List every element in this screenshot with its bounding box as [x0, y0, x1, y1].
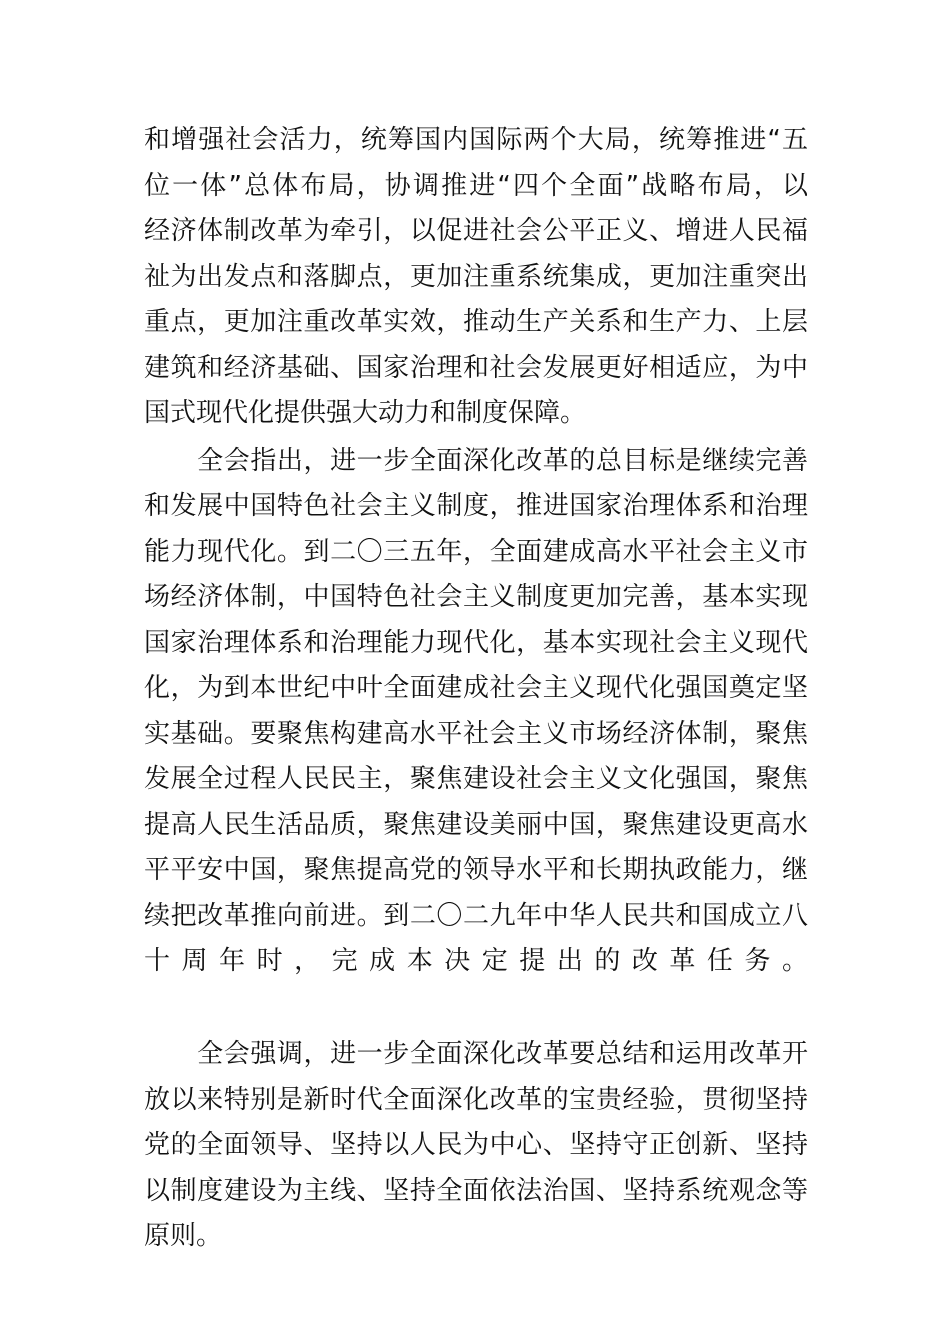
text-line: 十周年时，完成本决定提出的改革任务。	[144, 946, 808, 976]
text-line: 实基础。要聚焦构建高水平社会主义市场经济体制，聚焦	[144, 718, 808, 749]
text-line: 平平安中国，聚焦提高党的领导水平和长期执政能力，继	[144, 855, 808, 885]
text-line	[144, 985, 808, 1031]
text-line: 和增强社会活力，统筹国内国际两个大局，统筹推进“五	[144, 125, 808, 155]
text-line: 祉为出发点和落脚点，更加注重系统集成，更加注重突出	[144, 261, 808, 292]
text-line: 场经济体制，中国特色社会主义制度更加完善，基本实现	[144, 582, 808, 612]
text-line: 发展全过程人民民主，聚焦建设社会主义文化强国，聚焦	[144, 764, 808, 794]
document-body	[144, 118, 808, 1260]
text-line: 放以来特别是新时代全面深化改革的宝贵经验，贯彻坚持	[144, 1084, 808, 1115]
text-line: 提高人民生活品质，聚焦建设美丽中国，聚焦建设更高水	[144, 809, 808, 840]
text-line: 全会指出，进一步全面深化改革的总目标是继续完善	[144, 445, 808, 476]
paragraph	[144, 118, 808, 437]
text-line: 能力现代化。到二〇三五年，全面建成高水平社会主义市	[144, 536, 808, 567]
text-line: 位一体”总体布局，协调推进“四个全面”战略布局，以	[144, 170, 808, 201]
paragraph	[144, 1032, 808, 1260]
paragraph	[144, 439, 808, 1031]
text-line: 重点，更加注重改革实效，推动生产关系和生产力、上层	[144, 307, 808, 337]
text-line: 国式现代化提供强大动力和制度保障。	[144, 398, 587, 428]
text-line: 原则。	[144, 1221, 223, 1251]
text-line: 经济体制改革为牵引，以促进社会公平正义、增进人民福	[144, 216, 808, 246]
text-line: 国家治理体系和治理能力现代化，基本实现社会主义现代	[144, 627, 808, 658]
text-line: 以制度建设为主线、坚持全面依法治国、坚持系统观念等	[144, 1175, 808, 1206]
text-line: 党的全面领导、坚持以人民为中心、坚持守正创新、坚持	[144, 1130, 808, 1160]
text-line: 化，为到本世纪中叶全面建成社会主义现代化强国奠定坚	[144, 673, 808, 703]
text-line: 续把改革推向前进。到二〇二九年中华人民共和国成立八	[144, 900, 808, 931]
text-line: 全会强调，进一步全面深化改革要总结和运用改革开	[144, 1039, 808, 1069]
text-line: 和发展中国特色社会主义制度，推进国家治理体系和治理	[144, 491, 808, 521]
text-line: 建筑和经济基础、国家治理和社会发展更好相适应，为中	[144, 352, 808, 383]
